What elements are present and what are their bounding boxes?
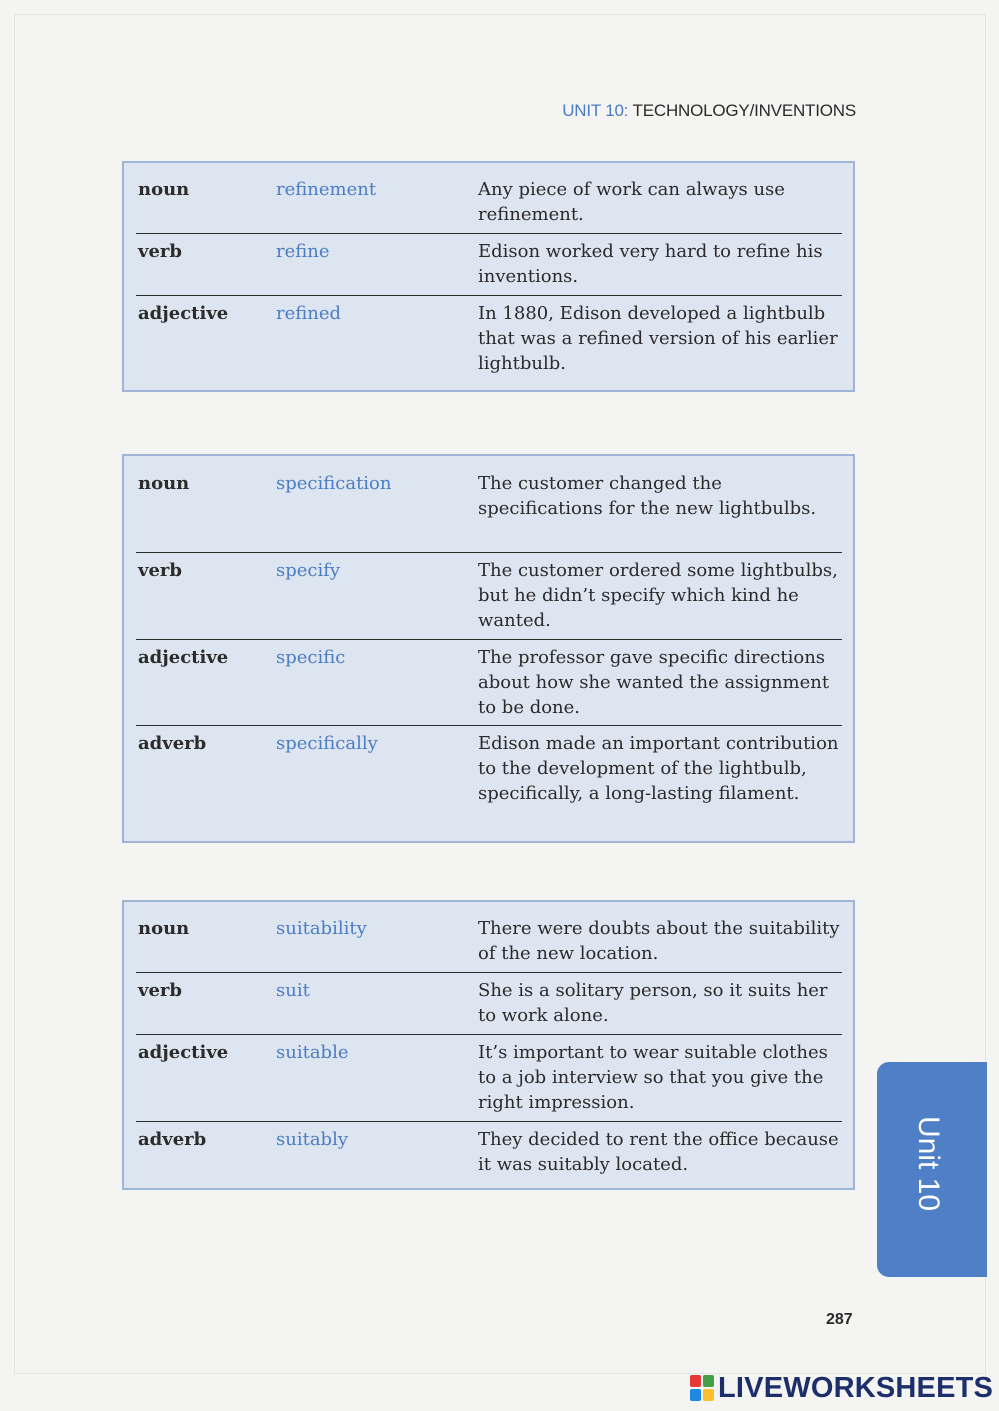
word-form: specific	[276, 647, 346, 668]
part-of-speech: noun	[138, 473, 190, 494]
example-sentence: Any piece of work can always use refinement.	[478, 179, 785, 225]
example-sentence: She is a solitary person, so it suits her to work alone.	[478, 980, 828, 1026]
row-divider	[136, 1121, 842, 1122]
unit-side-tab	[877, 1062, 987, 1277]
example-sentence: In 1880, Edison developed a lightbulb that was a refined version of his earlier lightbulb.	[478, 303, 838, 374]
word-form: specification	[276, 473, 392, 494]
example-sentence: The professor gave specific directions about how she wanted the assignment to be done.	[478, 647, 830, 718]
example-sentence: The customer ordered some lightbulbs, but he didn’t specify which kind he wanted.	[478, 560, 838, 631]
part-of-speech: adverb	[138, 733, 207, 754]
logo-square-green	[703, 1375, 714, 1387]
word-form: specify	[276, 560, 341, 581]
word-form: refined	[276, 303, 342, 324]
unit-topic: TECHNOLOGY/INVENTIONS	[632, 101, 856, 120]
word-form: suitability	[276, 918, 367, 939]
page-number: 287	[826, 1311, 853, 1328]
word-form: refinement	[276, 179, 377, 200]
liveworksheets-logo-icon	[690, 1375, 714, 1401]
part-of-speech: verb	[138, 241, 182, 262]
word-family-table-refine	[122, 161, 855, 392]
word-form: refine	[276, 241, 330, 262]
row-divider	[136, 972, 842, 973]
example-sentence: Edison worked very hard to refine his inventions.	[478, 241, 823, 287]
liveworksheets-brand	[690, 1370, 993, 1406]
unit-number: UNIT 10:	[562, 101, 629, 120]
example-sentence: The customer changed the specifications for the new lightbulbs.	[478, 473, 817, 519]
word-form: suit	[276, 980, 310, 1001]
example-sentence: They decided to rent the office because it was suitably located.	[478, 1129, 839, 1175]
row-divider	[136, 233, 842, 234]
row-divider	[136, 725, 842, 726]
part-of-speech: adverb	[138, 1129, 207, 1150]
word-family-table-suit	[122, 900, 855, 1190]
brand-name: LIVEWORKSHEETS	[718, 1371, 994, 1404]
part-of-speech: noun	[138, 179, 190, 200]
example-sentence: It’s important to wear suitable clothes to a job interview so that you give the right impression.	[478, 1042, 828, 1113]
logo-square-red	[690, 1375, 701, 1387]
row-divider	[136, 1034, 842, 1035]
logo-square-blue	[690, 1389, 701, 1401]
unit-tab-label: Unit 10	[912, 1116, 945, 1212]
row-divider	[136, 639, 842, 640]
word-form: suitably	[276, 1129, 348, 1150]
logo-square-yellow	[703, 1389, 714, 1401]
example-sentence: Edison made an important contribution to the development of the lightbulb, specifically, a long-lasting filament.	[478, 733, 839, 804]
part-of-speech: adjective	[138, 647, 229, 668]
row-divider	[136, 552, 842, 553]
word-form: suitable	[276, 1042, 349, 1063]
word-family-table-specify	[122, 454, 855, 843]
row-divider	[136, 295, 842, 296]
part-of-speech: noun	[138, 918, 190, 939]
example-sentence: There were doubts about the suitability of the new location.	[478, 918, 840, 964]
part-of-speech: verb	[138, 980, 182, 1001]
part-of-speech: adjective	[138, 303, 229, 324]
unit-header	[562, 101, 856, 121]
word-form: specifically	[276, 733, 378, 754]
part-of-speech: verb	[138, 560, 182, 581]
part-of-speech: adjective	[138, 1042, 229, 1063]
